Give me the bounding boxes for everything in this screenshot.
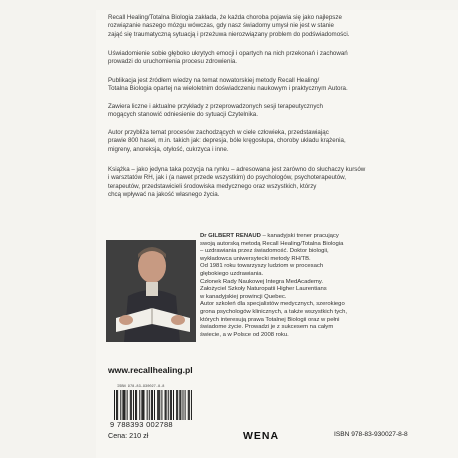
barcode-bar — [142, 390, 143, 420]
author-photo-image — [106, 240, 196, 342]
barcode-bar — [149, 390, 150, 420]
barcode-bar — [166, 390, 167, 420]
author-name: Dr GILBERT RENAUD — [200, 233, 261, 239]
barcode-bar — [179, 390, 180, 420]
barcode-digits: 9 788393 002788 — [110, 420, 173, 429]
barcode-bar — [127, 390, 128, 420]
isbn-number: ISBN 978-83-930027-8-8 — [334, 431, 408, 438]
paragraph-topics: Autor przybliża temat procesów zachodzących w ciele człowieka, przedstawiając prawie 800 haseł, m.in. takich jak: depresja, bóle kręgosłupa, choroby układu krążenia, migreny, anoreksja, otyłość, cukrzyca i inne. — [108, 129, 346, 153]
barcode-bar — [135, 390, 136, 420]
paragraph-audience: Książka – jako jedyna taka pozycja na rynku – adresowana jest zarówno do słuchaczy kursów i warsztatów RH, jak i (a nawet przede wszystkim) do psychologów, psychoterapeutów, terapeutów, przedstawicieli środowiska medycznego oraz wszystkich, którzy chcą wpływać na jakość własnego życia. — [108, 166, 366, 199]
barcode-bar — [117, 390, 118, 420]
barcode-bar — [120, 390, 121, 420]
barcode-bar — [152, 390, 153, 420]
barcode-bar — [180, 390, 181, 420]
barcode-bar — [159, 390, 160, 420]
barcode-bar — [123, 390, 124, 420]
barcode-bar — [158, 390, 159, 420]
author-photo — [106, 240, 196, 342]
barcode-bar — [165, 390, 166, 420]
author-bio — [200, 233, 350, 339]
barcode — [114, 390, 192, 420]
barcode-bar — [171, 390, 172, 420]
author-bio-text: – kanadyjski trener pracujący swoją autorską metodą Recall Healing/Totalna Biologia – uzdrawiania przez świadomość. Doktor biologii, wykładowca uniwersytecki metody RH/TB. Od 1981 roku towarzyszy ludziom w procesach głębokiego uzdrawiania. Członek Rady Naukowej Integra MedAcademy. Założyciel Szkoły Naturopatii Higher Laurentians w kanadyjskiej prowincji Quebec. Autor szkoleń dla specjalistów medycznych, szerokiego grona psychologów klinicznych, a także wszystkich tych, których interesują prawa Totalnej Biologii oraz w pełni świadome życie. Prowadzi je z sukcesem na całym świecie, a w Polsce od 2008 roku. — [200, 233, 348, 338]
barcode-isbn-label: ISBN 978-83-930027-8-8 — [117, 385, 165, 389]
barcode-bar — [147, 390, 148, 420]
barcode-bar — [185, 390, 186, 420]
paragraph-awareness: Uświadomienie sobie głęboko ukrytych emocji i opartych na nich przekonań i zachowań prowadzi do uruchomienia procesu zdrowienia. — [108, 50, 348, 66]
barcode-bar — [130, 390, 131, 420]
barcode-bar — [170, 390, 171, 420]
barcode-bar — [188, 390, 189, 420]
barcode-bar — [122, 390, 123, 420]
paragraph-examples: Zawiera liczne i aktualne przykłady z przeprowadzonych sesji terapeutycznych mogących stanowić odniesienie do sytuacji Czytelnika. — [108, 103, 323, 119]
website-link[interactable]: www.recallhealing.pl — [108, 365, 193, 375]
barcode-bar — [116, 390, 117, 420]
barcode-bar — [131, 390, 132, 420]
barcode-bar — [136, 390, 137, 420]
barcode-bar — [114, 390, 115, 420]
barcode-bar — [157, 390, 158, 420]
barcode-bar — [144, 390, 145, 420]
barcode-bar — [177, 390, 178, 420]
barcode-bar — [183, 390, 184, 420]
barcode-bar — [125, 390, 126, 420]
price-label: Cena: 210 zł — [108, 431, 149, 440]
barcode-bar — [191, 390, 192, 420]
barcode-bar — [141, 390, 142, 420]
paragraph-publication: Publikacja jest źródłem wiedzy na temat nowatorskiej metody Recall Healing/ Totalna Biologia opartej na wieloletnim doświadczeniu naukowym i praktycznym Autora. — [108, 77, 348, 93]
barcode-bar — [176, 390, 177, 420]
barcode-bar — [173, 390, 174, 420]
barcode-bar — [133, 390, 134, 420]
barcode-bar — [168, 390, 169, 420]
barcode-bar — [189, 390, 190, 420]
barcode-bar — [139, 390, 140, 420]
barcode-bar — [154, 390, 155, 420]
publisher-logo: WENA — [243, 430, 280, 442]
paragraph-intro: Recall Healing/Totalna Biologia zakłada, że każda choroba pojawia się jako najlepsze rozwiązanie naszego mózgu wówczas, gdy nasz świadomy umysł nie jest w stanie zająć się traumatyczną sytuacją i przeżuwa nierozwiązany problem do podświadomości. — [108, 14, 350, 38]
barcode-bar — [151, 390, 152, 420]
barcode-bar — [161, 390, 162, 420]
